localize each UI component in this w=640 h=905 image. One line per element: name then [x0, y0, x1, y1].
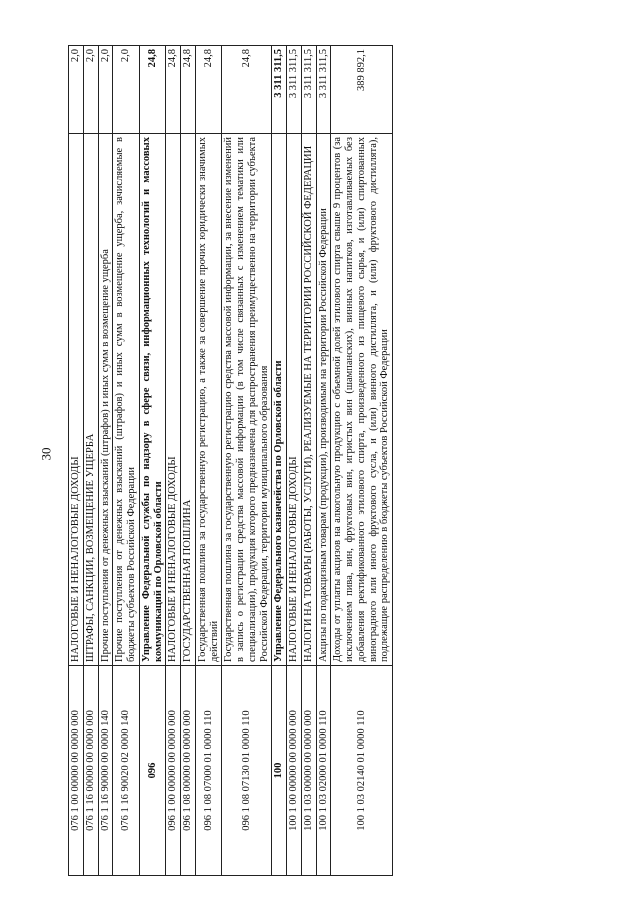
- budget-code-cell: 096 1 08 00000 00 0000 000: [181, 666, 196, 876]
- table-row: [98, 46, 113, 876]
- amount-cell: 3 311 311,5: [287, 46, 302, 134]
- amount-cell: 2,0: [69, 46, 84, 134]
- table-row: [287, 46, 302, 876]
- table-row: [113, 46, 140, 876]
- amount-cell: 2,0: [83, 46, 98, 134]
- amount-cell: 24,8: [139, 46, 166, 134]
- amount-cell: 24,8: [166, 46, 181, 134]
- description-cell: НАЛОГИ НА ТОВАРЫ (РАБОТЫ, УСЛУГИ), РЕАЛИЗУЕМЫЕ НА ТЕРРИТОРИИ РОССИЙСКОЙ ФЕДЕРАЦИИ: [301, 134, 316, 666]
- budget-code-cell: 076 1 16 90000 00 0000 140: [98, 666, 113, 876]
- budget-code-cell: 100 1 03 02000 01 0000 110: [316, 666, 331, 876]
- table-row: [166, 46, 181, 876]
- amount-cell: 2,0: [98, 46, 113, 134]
- description-cell: Прочие поступления от денежных взысканий (штрафов) и иных сумм в возмещение ущерба, зачисляемые в бюджеты субъектов Российской Федерации: [113, 134, 140, 666]
- amount-cell: 3 311 311,5: [272, 46, 287, 134]
- table-row: [83, 46, 98, 876]
- description-cell: ГОСУДАРСТВЕННАЯ ПОШЛИНА: [181, 134, 196, 666]
- table-row: [316, 46, 331, 876]
- description-cell: Управление Федеральной службы по надзору в сфере связи, информационных технологий и массовых коммуникаций по Орловской области: [139, 134, 166, 666]
- description-cell: Управление Федерального казначейства по Орловской области: [272, 134, 287, 666]
- budget-code-cell: 076 1 00 00000 00 0000 000: [69, 666, 84, 876]
- description-cell: Доходы от уплаты акцизов на алкогольную продукцию с объемной долей этилового спирта свыше 9 процентов (за исключением пива, вин, фруктовых вин, игристых вин (шампанских), винных напитков, изготавливаемых без добавления ректификованного этилового спирта, произведенного из пищевого сырья, и (или) спиртованных виноградного или иного фруктового сусла, и (или) винного дистиллята, и (или) фруктового дистиллята), подлежащие распределению в бюджеты субъектов Российской Федерации: [331, 134, 393, 666]
- budget-code-cell: 100 1 00 00000 00 0000 000: [287, 666, 302, 876]
- amount-cell: 24,8: [181, 46, 196, 134]
- amount-cell: 24,8: [222, 46, 272, 134]
- budget-code-cell: 100 1 03 00000 00 0000 000: [301, 666, 316, 876]
- description-cell: НАЛОГОВЫЕ И НЕНАЛОГОВЫЕ ДОХОДЫ: [287, 134, 302, 666]
- table-row: [181, 46, 196, 876]
- description-cell: ШТРАФЫ, САНКЦИИ, ВОЗМЕЩЕНИЕ УЩЕРБА: [83, 134, 98, 666]
- description-cell: НАЛОГОВЫЕ И НЕНАЛОГОВЫЕ ДОХОДЫ: [69, 134, 84, 666]
- budget-code-cell: 096 1 08 07000 01 0000 110: [195, 666, 222, 876]
- description-cell: Государственная пошлина за государственную регистрацию, а также за совершение прочих юридически значимых действий: [195, 134, 222, 666]
- table-row: [139, 46, 166, 876]
- description-cell: Акцизы по подакцизным товарам (продукции), производимым на территории Российской Федерации: [316, 134, 331, 666]
- amount-cell: 2,0: [113, 46, 140, 134]
- description-cell: Государственная пошлина за государственную регистрацию средства массовой информации, за внесение изменений в запись о регистрации средства массовой информации (в том числе связанных с изменением тематики или специализации), продукция которого предназначена для распространения преимущественно на территории субъекта Российской Федерации, территории муниципального образования: [222, 134, 272, 666]
- budget-code-cell: 096: [139, 666, 166, 876]
- table-row: [69, 46, 84, 876]
- table-row: [301, 46, 316, 876]
- table-row: [222, 46, 272, 876]
- budget-code-cell: 096 1 08 07130 01 0000 110: [222, 666, 272, 876]
- rotated-table-container: [68, 46, 573, 876]
- description-cell: Прочие поступления от денежных взысканий (штрафов) и иных сумм в возмещение ущерба: [98, 134, 113, 666]
- table-row: [272, 46, 287, 876]
- amount-cell: 24,8: [195, 46, 222, 134]
- amount-cell: 3 311 311,5: [316, 46, 331, 134]
- budget-code-cell: 076 1 16 90020 02 0000 140: [113, 666, 140, 876]
- table-row: [195, 46, 222, 876]
- page-number: 30: [38, 447, 54, 461]
- table-row: [331, 46, 393, 876]
- amount-cell: 3 311 311,5: [301, 46, 316, 134]
- budget-code-cell: 096 1 00 00000 00 0000 000: [166, 666, 181, 876]
- amount-cell: 389 892,1: [331, 46, 393, 134]
- budget-code-cell: 100: [272, 666, 287, 876]
- budget-code-cell: 076 1 16 00000 00 0000 000: [83, 666, 98, 876]
- revenue-table: [68, 45, 393, 876]
- description-cell: НАЛОГОВЫЕ И НЕНАЛОГОВЫЕ ДОХОДЫ: [166, 134, 181, 666]
- budget-code-cell: 100 1 03 02140 01 0000 110: [331, 666, 393, 876]
